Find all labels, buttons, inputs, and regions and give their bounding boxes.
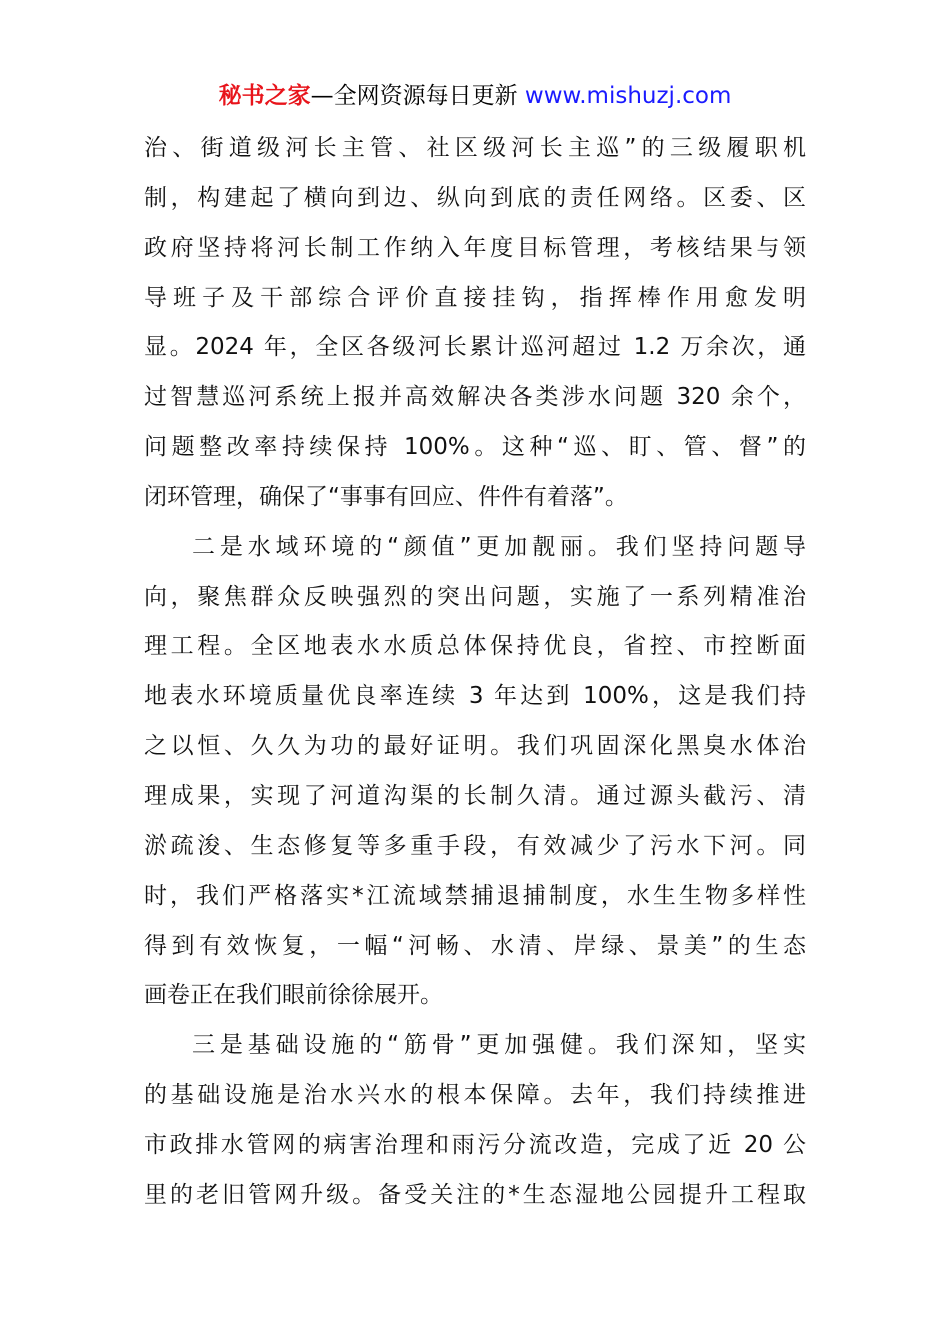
text-line: 导班子及干部综合评价直接挂钩，指挥棒作用愈发明 [144,284,806,311]
text-line: 之以恒、久久为功的最好证明。我们巩固深化黑臭水体治 [144,733,806,760]
text-line: 淤疏浚、生态修复等多重手段，有效减少了污水下河。同 [144,832,806,859]
body-text [144,124,806,1221]
text-line: 闭环管理，确保了“事事有回应、件件有着落”。 [144,483,628,510]
text-line: 治、街道级河长主管、社区级河长主巡”的三级履职机 [144,135,806,161]
text-line: 得到有效恢复，一幅“河畅、水清、岸绿、景美”的生态 [144,932,806,959]
text-line: 二是水域环境的“颜值”更加靓丽。我们坚持问题导 [192,533,806,560]
header-url-link[interactable]: www.mishuzj.com [524,83,732,109]
page-header [0,80,950,112]
text-line: 市政排水管网的病害治理和雨污分流改造，完成了近 20 公 [144,1131,806,1158]
text-line: 理工程。全区地表水水质总体保持优良，省控、市控断面 [144,633,806,660]
text-line: 向，聚焦群众反映强烈的突出问题，实施了一系列精准治 [144,583,806,610]
text-line: 问题整改率持续保持 100%。这种“巡、盯、管、督”的 [144,434,806,461]
text-line: 政府坚持将河长制工作纳入年度目标管理，考核结果与领 [144,234,806,261]
text-line: 制，构建起了横向到边、纵向到底的责任网络。区委、区 [144,184,806,211]
text-line: 三是基础设施的“筋骨”更加强健。我们深知，坚实 [192,1032,806,1059]
text-line: 地表水环境质量优良率连续 3 年达到 100%，这是我们持 [144,683,806,710]
text-line: 理成果，实现了河道沟渠的长制久清。通过源头截污、清 [144,782,806,809]
text-line: 时，我们严格落实*江流域禁捕退捕制度，水生生物多样性 [144,882,806,909]
text-line: 过智慧巡河系统上报并高效解决各类涉水问题 320 余个， [144,384,806,411]
text-line: 画卷正在我们眼前徐徐展开。 [144,982,443,1009]
text-line: 里的老旧管网升级。备受关注的*生态湿地公园提升工程取 [144,1181,806,1208]
brand-name: 秘书之家 [218,83,311,109]
text-line: 的基础设施是治水兴水的根本保障。去年，我们持续推进 [144,1082,806,1109]
header-tagline: —全网资源每日更新 [310,83,525,109]
text-line: 显。2024 年，全区各级河长累计巡河超过 1.2 万余次，通 [144,334,806,361]
